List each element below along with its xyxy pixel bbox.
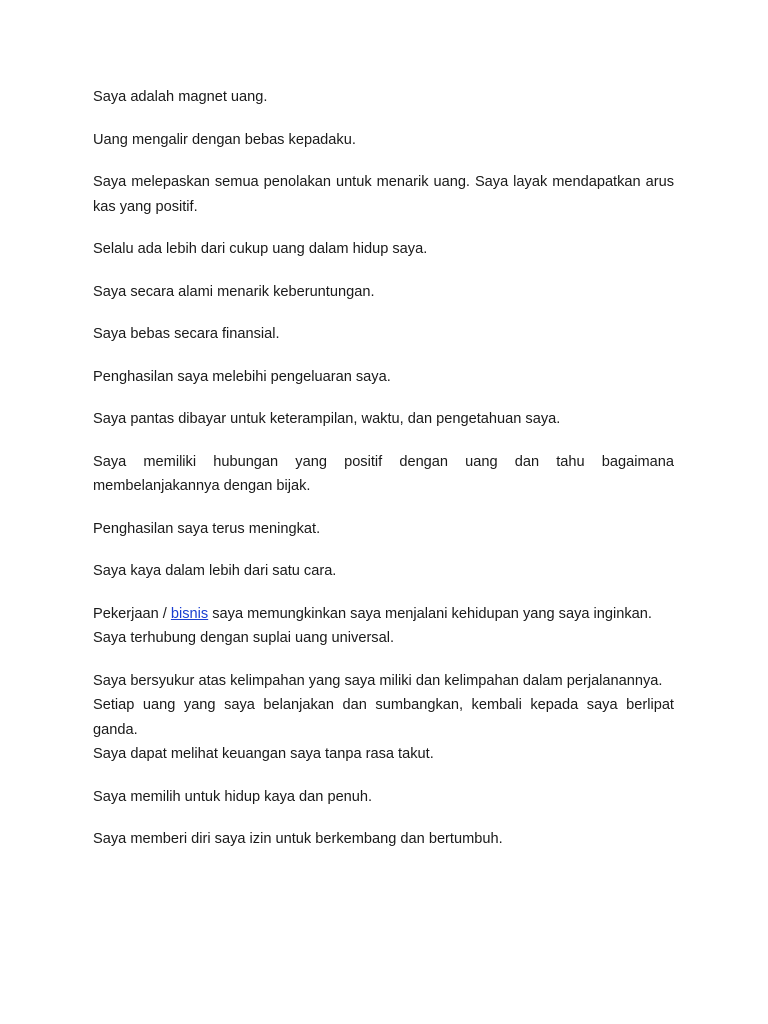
paragraph: Saya memilih untuk hidup kaya dan penuh. bbox=[93, 788, 373, 805]
document-body bbox=[93, 85, 674, 870]
paragraph: Uang mengalir dengan bebas kepadaku. bbox=[93, 131, 356, 148]
paragraph: Saya melepaskan semua penolakan untuk menarik uang. Saya layak mendapatkan arus kas yang positif. bbox=[93, 174, 674, 215]
paragraph: Penghasilan saya melebihi pengeluaran saya. bbox=[93, 368, 391, 385]
paragraph: Selalu ada lebih dari cukup uang dalam hidup saya. bbox=[93, 241, 428, 257]
paragraph: Saya terhubung dengan suplai uang universal. bbox=[93, 630, 395, 646]
paragraph: Setiap uang yang saya belanjakan dan sumbangkan, kembali kepada saya berlipat ganda. bbox=[93, 697, 674, 738]
paragraph: Saya secara alami menarik keberuntungan. bbox=[93, 283, 375, 300]
paragraph-with-link bbox=[93, 602, 674, 627]
paragraph: Saya memiliki hubungan yang positif dengan uang dan tahu bagaimana membelanjakannya dengan bijak. bbox=[93, 453, 674, 494]
paragraph: Saya memberi diri saya izin untuk berkembang dan bertumbuh. bbox=[93, 831, 503, 847]
text-segment: saya memungkinkan saya menjalani kehidupan yang saya inginkan. bbox=[208, 605, 652, 622]
paragraph: Saya bersyukur atas kelimpahan yang saya miliki dan kelimpahan dalam perjalanannya. bbox=[93, 672, 663, 689]
text-segment: Pekerjaan / bbox=[93, 605, 171, 622]
paragraph: Saya bebas secara finansial. bbox=[93, 326, 280, 342]
paragraph: Saya adalah magnet uang. bbox=[93, 89, 268, 105]
paragraph: Saya dapat melihat keuangan saya tanpa rasa takut. bbox=[93, 746, 434, 762]
bisnis-link[interactable]: bisnis bbox=[170, 605, 209, 622]
paragraph: Penghasilan saya terus meningkat. bbox=[93, 520, 321, 537]
paragraph: Saya kaya dalam lebih dari satu cara. bbox=[93, 563, 337, 579]
paragraph: Saya pantas dibayar untuk keterampilan, waktu, dan pengetahuan saya. bbox=[93, 411, 561, 427]
